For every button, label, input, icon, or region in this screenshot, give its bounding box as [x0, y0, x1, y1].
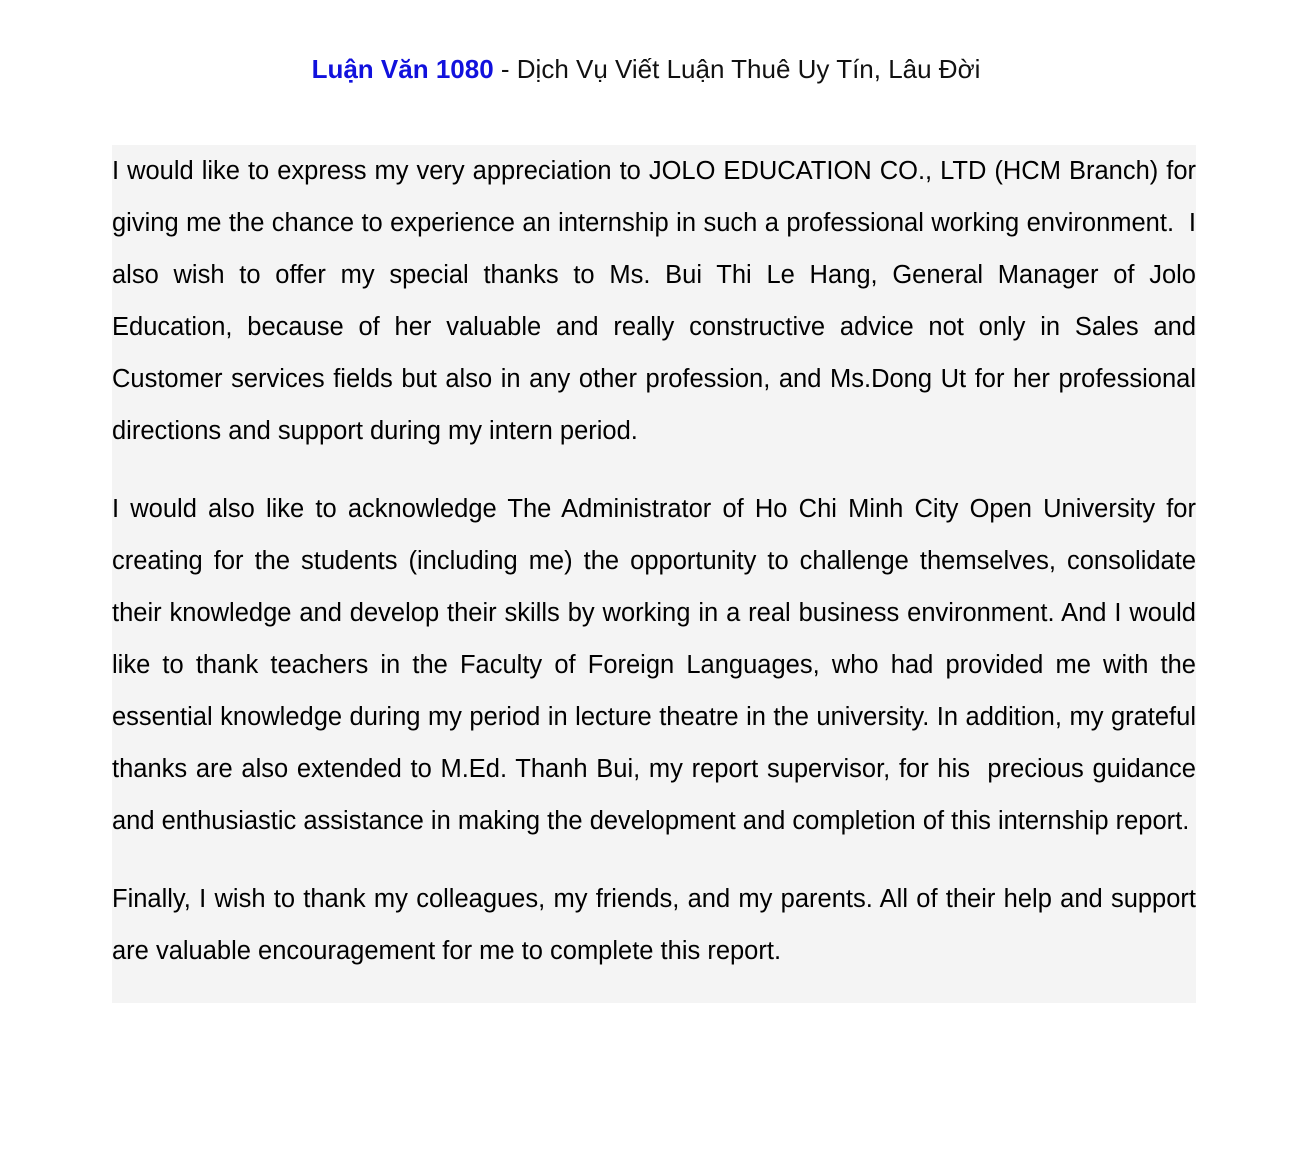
document-paragraph: I would also like to acknowledge The Administrator of Ho Chi Minh City Open University for creating for the students (including me) the opportunity to challenge themselves, consolidate their knowledge and develop their skills by working in a real business environment. And I would like to thank teachers in the Faculty of Foreign Languages, who had provided me with the essential knowledge during my period in lecture theatre in the university. In addition, my grateful thanks are also extended to M.Ed. Thanh Bui, my report supervisor, for his precious guidance and enthusiastic assistance in making the development and completion of this internship report. — [112, 495, 1204, 835]
site-header — [0, 52, 1292, 86]
acknowledgement-content-block — [112, 145, 1204, 1003]
site-tagline: - Dịch Vụ Viết Luận Thuê Uy Tín, Lâu Đời — [493, 54, 981, 84]
document-paragraph: I would like to express my very appreciation to JOLO EDUCATION CO., LTD (HCM Branch) for giving me the chance to experience an internship in such a professional working environment. I also wish to offer my special thanks to Ms. Bui Thi Le Hang, General Manager of Jolo Education, because of her valuable and really constructive advice not only in Sales and Customer services fields but also in any other profession, and Ms.Dong Ut for her professional directions and support during my intern period. — [112, 157, 1204, 445]
document-paragraph: Finally, I wish to thank my colleagues, my friends, and my parents. All of their help and support are valuable encouragement for me to complete this report. — [112, 885, 1204, 965]
site-brand-name[interactable]: Luận Văn 1080 — [311, 54, 494, 84]
